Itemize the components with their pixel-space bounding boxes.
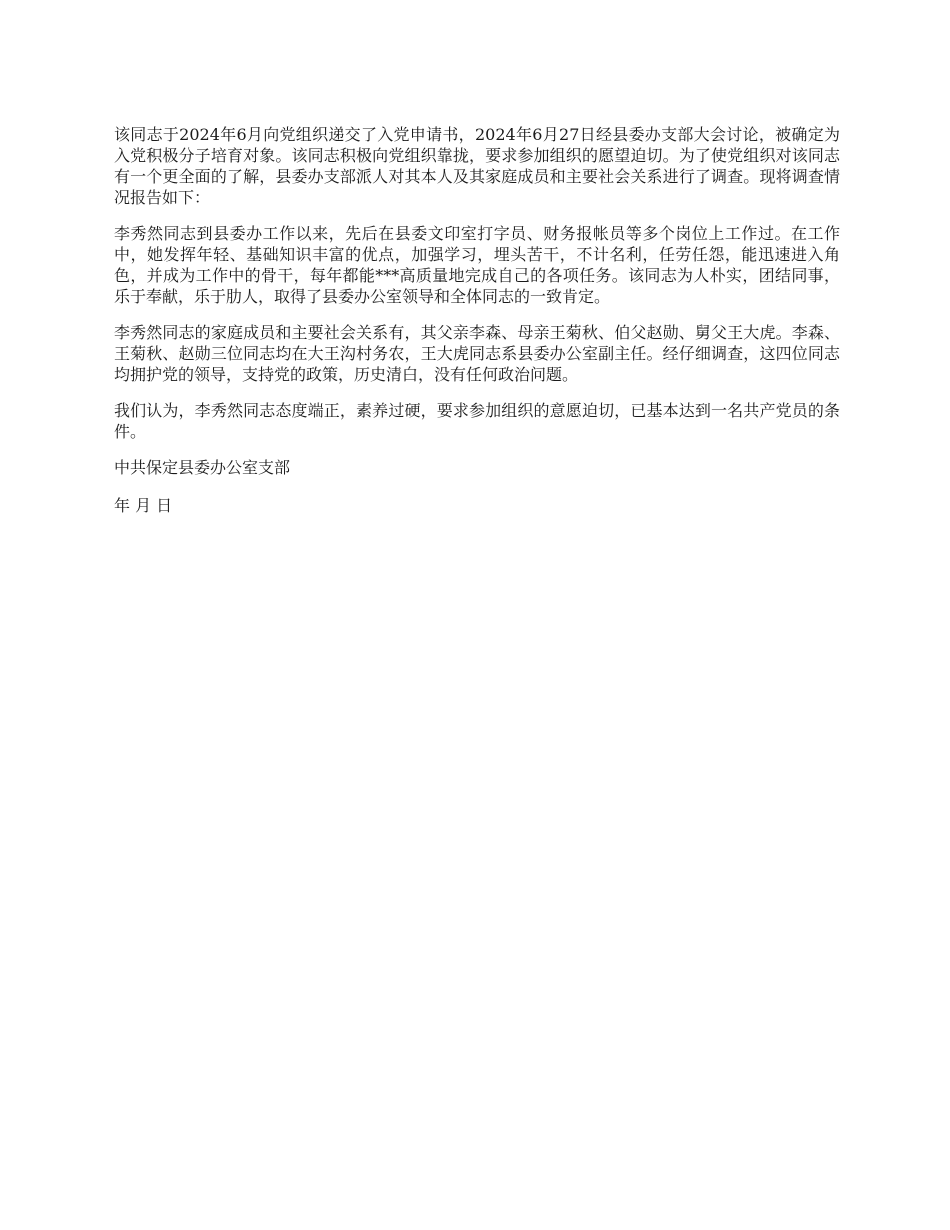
date-line: 年 月 日 — [114, 496, 173, 515]
report-body — [114, 124, 840, 533]
paragraph-application: 该同志于2024年6月向党组织递交了入党申请书，2024年6月27日经县委办支部大会讨论，被确定为入党积极分子培育对象。该同志积极向党组织靠拢，要求参加组织的愿望迫切。为了使党组织对该同志有一个更全面的了解，县委办支部派人对其本人及其家庭成员和主要社会关系进行了调查。现将调查情况报告如下： — [114, 125, 840, 207]
paragraph-work-performance: 李秀然同志到县委办工作以来，先后在县委文印室打字员、财务报帐员等多个岗位上工作过。在工作中，她发挥年轻、基础知识丰富的优点，加强学习，埋头苦干，不计名利，任劳任怨，能迅速进入角色，并成为工作中的骨干，每年都能***高质量地完成自己的各项任务。该同志为人朴实，团结同事，乐于奉献，乐于肋人，取得了县委办公室领导和全体同志的一致肯定。 — [114, 224, 840, 306]
paragraph-conclusion: 我们认为，李秀然同志态度端正，素养过硬，要求参加组织的意愿迫切，已基本达到一名共产党员的条件。 — [114, 401, 840, 441]
signature-line: 中共保定县委办公室支部 — [114, 458, 291, 477]
paragraph-family-relations: 李秀然同志的家庭成员和主要社会关系有，其父亲李森、母亲王菊秋、伯父赵勋、舅父王大虎。李森、王菊秋、赵勋三位同志均在大王沟村务农，王大虎同志系县委办公室副主任。经仔细调查，这四位同志均拥护党的领导，支持党的政策，历史清白，没有任何政治问题。 — [114, 323, 840, 384]
